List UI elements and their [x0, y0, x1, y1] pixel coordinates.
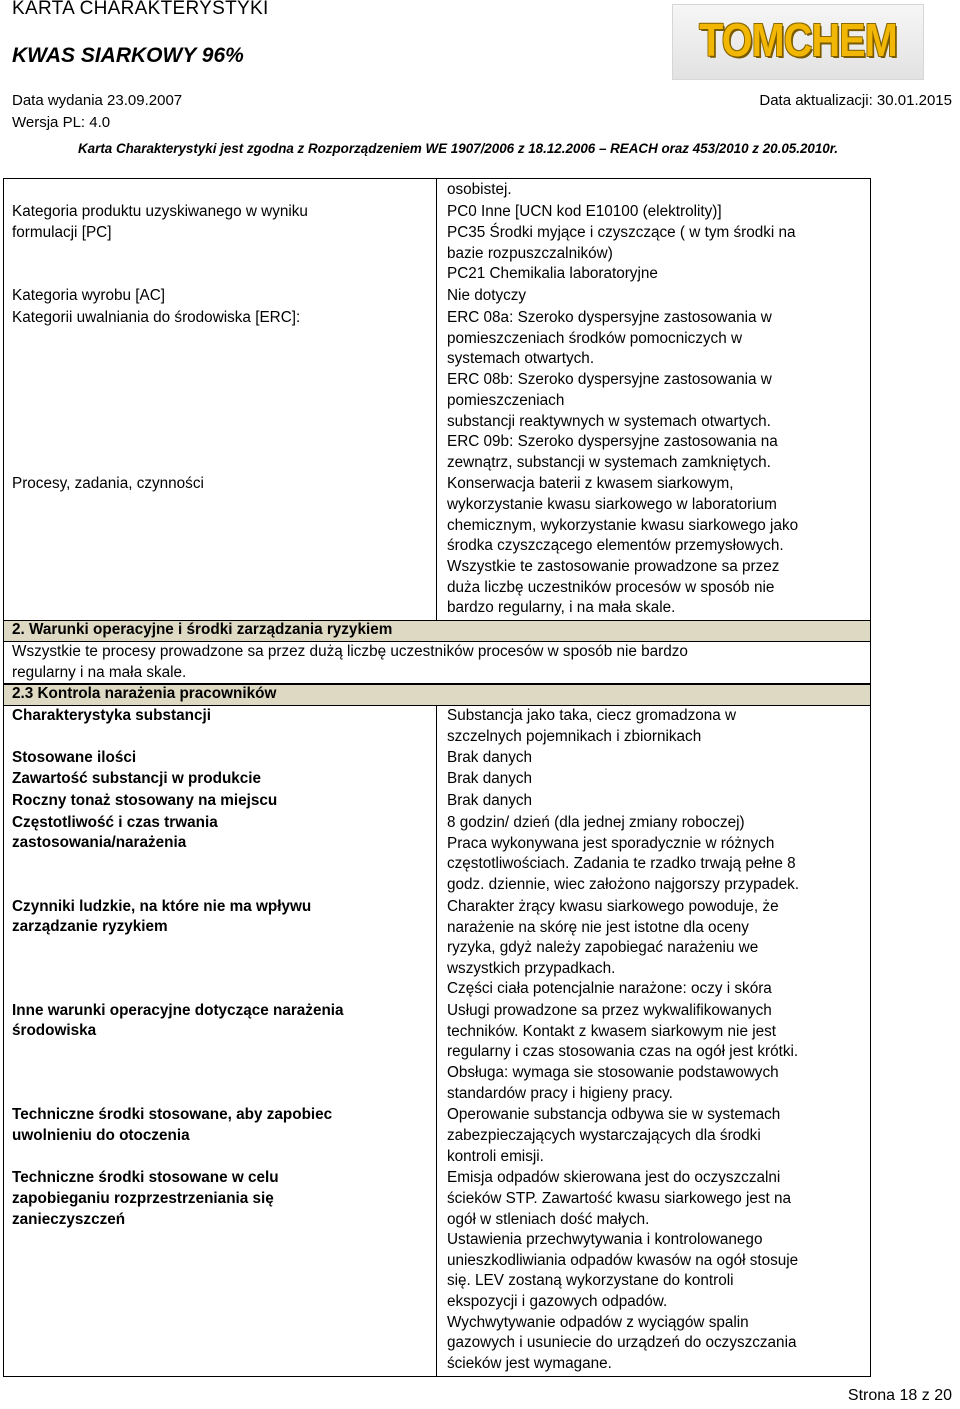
company-logo: [672, 4, 924, 80]
update-date: Data aktualizacji: 30.01.2015: [759, 92, 952, 109]
row-value: ścieków STP. Zawartość kwasu siarkowego jest na: [447, 1190, 792, 1207]
row-value: ERC 08a: Szeroko dyspersyjne zastosowania w: [447, 309, 772, 326]
row-value: standardów pracy i higieny pracy.: [447, 1085, 673, 1102]
row-value: ścieków jest wymagane.: [447, 1355, 612, 1372]
row-value: PC0 Inne [UCN kod E10100 (elektrolity)]: [447, 203, 722, 220]
row-label: środowiska: [12, 1022, 97, 1039]
row-value: Ustawienia przechwytywania i kontrolowanego: [447, 1231, 763, 1248]
row-label: uwolnieniu do otoczenia: [12, 1127, 190, 1144]
row-value: chemicznym, wykorzystanie kwasu siarkowego jako: [447, 517, 799, 534]
page-number: Strona 18 z 20: [847, 1387, 952, 1404]
row-value: ERC 08b: Szeroko dyspersyjne zastosowania w: [447, 371, 772, 388]
row-value: Konserwacja baterii z kwasem siarkowym,: [447, 475, 734, 492]
section2-text: regularny i na mała skale.: [12, 664, 187, 681]
row-value: systemach otwartych.: [447, 350, 595, 367]
row-value: Charakter żrący kwasu siarkowego powoduje, że: [447, 898, 779, 915]
row-label: zarządzanie ryzykiem: [12, 918, 168, 935]
row-label: Stosowane ilości: [12, 749, 137, 766]
row-value: ryzyka, gdyż należy zapobiegać narażeniu we: [447, 939, 759, 956]
row-value: techników. Kontakt z kwasem siarkowym nie jest: [447, 1023, 777, 1040]
row-value: Nie dotyczy: [447, 287, 527, 304]
row-label: Zawartość substancji w produkcie: [12, 770, 262, 787]
row-value: zewnątrz, substancji w systemach zamkniętych.: [447, 454, 771, 471]
row-value: Brak danych: [447, 792, 533, 809]
row-value: substancji reaktywnych w systemach otwartych.: [447, 413, 771, 430]
row-label: Częstotliwość i czas trwania: [12, 814, 218, 831]
document-title: KARTA CHARAKTERYSTYKI: [12, 0, 269, 19]
row-value: częstotliwościach. Zadania te rzadko trwają pełne 8: [447, 855, 796, 872]
row-value: duża liczbę uczestników procesów w sposób nie: [447, 579, 775, 596]
row-value: narażenie na skórę nie jest istotne dla oceny: [447, 919, 749, 936]
row-value: regularny i czas stosowania czas na ogół jest krótki.: [447, 1043, 799, 1060]
row-value: kontroli emisji.: [447, 1148, 544, 1165]
row-value: Części ciała potencjalnie narażone: oczy i skóra: [447, 980, 772, 997]
row-value: pomieszczeniach: [447, 392, 565, 409]
row-value: Usługi prowadzone sa przez wykwalifikowanych: [447, 1002, 772, 1019]
intro-line: osobistej.: [447, 181, 512, 198]
row-value: Praca wykonywana jest sporadycznie w różnych: [447, 835, 775, 852]
row-value: zabezpieczających wystarczających dla środki: [447, 1127, 761, 1144]
row-label: Kategorii uwalniania do środowiska [ERC]:: [12, 309, 301, 326]
row-label: zastosowania/narażenia: [12, 834, 187, 851]
version: Wersja PL: 4.0: [12, 114, 111, 131]
section2-text: Wszystkie te procesy prowadzone sa przez dużą liczbę uczestników procesów w sposób nie bardzo: [12, 643, 688, 660]
row-value: 8 godzin/ dzień (dla jednej zmiany roboczej): [447, 814, 745, 831]
row-value: Obsługa: wymaga sie stosowanie podstawowych: [447, 1064, 779, 1081]
row-label: Czynniki ludzkie, na które nie ma wpływu: [12, 898, 312, 915]
row-value: Wszystkie te zastosowanie prowadzone sa przez: [447, 558, 780, 575]
logo-text: TOMCHEM: [699, 14, 897, 66]
row-label: zanieczyszczeń: [12, 1211, 126, 1228]
row-value: godz. dziennie, wiec założono najgorszy przypadek.: [447, 876, 800, 893]
row-value: PC21 Chemikalia laboratoryjne: [447, 265, 658, 282]
row-label: zapobieganiu rozprzestrzeniania się: [12, 1190, 274, 1207]
row-label: Techniczne środki stosowane, aby zapobiec: [12, 1106, 333, 1123]
row-value: wykorzystanie kwasu siarkowego w laboratorium: [447, 496, 777, 513]
row-label: Kategoria wyrobu [AC]: [12, 287, 166, 304]
row-value: ekspozycji i gazowych odpadów.: [447, 1293, 668, 1310]
row-value: się. LEV zostaną wykorzystane do kontroli: [447, 1272, 734, 1289]
row-label: Charakterystyka substancji: [12, 707, 211, 724]
row-label: Techniczne środki stosowane w celu: [12, 1169, 279, 1186]
row-value: PC35 Środki myjące i czyszczące ( w tym środki na: [447, 224, 796, 241]
row-value: Brak danych: [447, 770, 533, 787]
section23-heading: 2.3 Kontrola narażenia pracowników: [12, 685, 277, 702]
row-value: gazowych i usuniecie do urządzeń do oczyszczania: [447, 1334, 797, 1351]
row-value: bardzo regularny, i na mała skale.: [447, 599, 676, 616]
issue-date: Data wydania 23.09.2007: [12, 92, 183, 109]
row-label: Roczny tonaż stosowany na miejscu: [12, 792, 278, 809]
row-value: ERC 09b: Szeroko dyspersyjne zastosowania na: [447, 433, 778, 450]
row-value: Emisja odpadów skierowana jest do oczyszczalni: [447, 1169, 781, 1186]
row-value: unieszkodliwiania odpadów kwasów na ogół stosuje: [447, 1252, 799, 1269]
row-label: formulacji [PC]: [12, 224, 112, 241]
row-value: Wychwytywanie odpadów z wyciągów spalin: [447, 1314, 749, 1331]
row-value: Operowanie substancja odbywa sie w systemach: [447, 1106, 781, 1123]
row-label: Procesy, zadania, czynności: [12, 475, 204, 492]
product-name: KWAS SIARKOWY 96%: [12, 44, 244, 67]
row-label: Inne warunki operacyjne dotyczące narażenia: [12, 1002, 344, 1019]
row-value: Brak danych: [447, 749, 533, 766]
section2-heading: 2. Warunki operacyjne i środki zarządzania ryzykiem: [12, 621, 393, 638]
regulation-note: Karta Charakterystyki jest zgodna z Rozporządzeniem WE 1907/2006 z 18.12.2006 – REACH oraz 453/2010 z 20.05.2010r.: [78, 141, 838, 156]
row-value: Substancja jako taka, ciecz gromadzona w: [447, 707, 737, 724]
row-value: wszystkich przypadkach.: [447, 960, 616, 977]
column-divider: [436, 178, 437, 621]
row-label: Kategoria produktu uzyskiwanego w wyniku: [12, 203, 308, 220]
column-divider: [436, 705, 437, 1377]
row-value: środka czyszczącego elementów przemysłowych.: [447, 537, 784, 554]
row-value: bazie rozpuszczalników): [447, 245, 613, 262]
row-value: ogół w stleniach dość małych.: [447, 1211, 650, 1228]
row-value: pomieszczeniach środków pomocniczych w: [447, 330, 743, 347]
row-value: szczelnych pojemnikach i zbiornikach: [447, 728, 702, 745]
